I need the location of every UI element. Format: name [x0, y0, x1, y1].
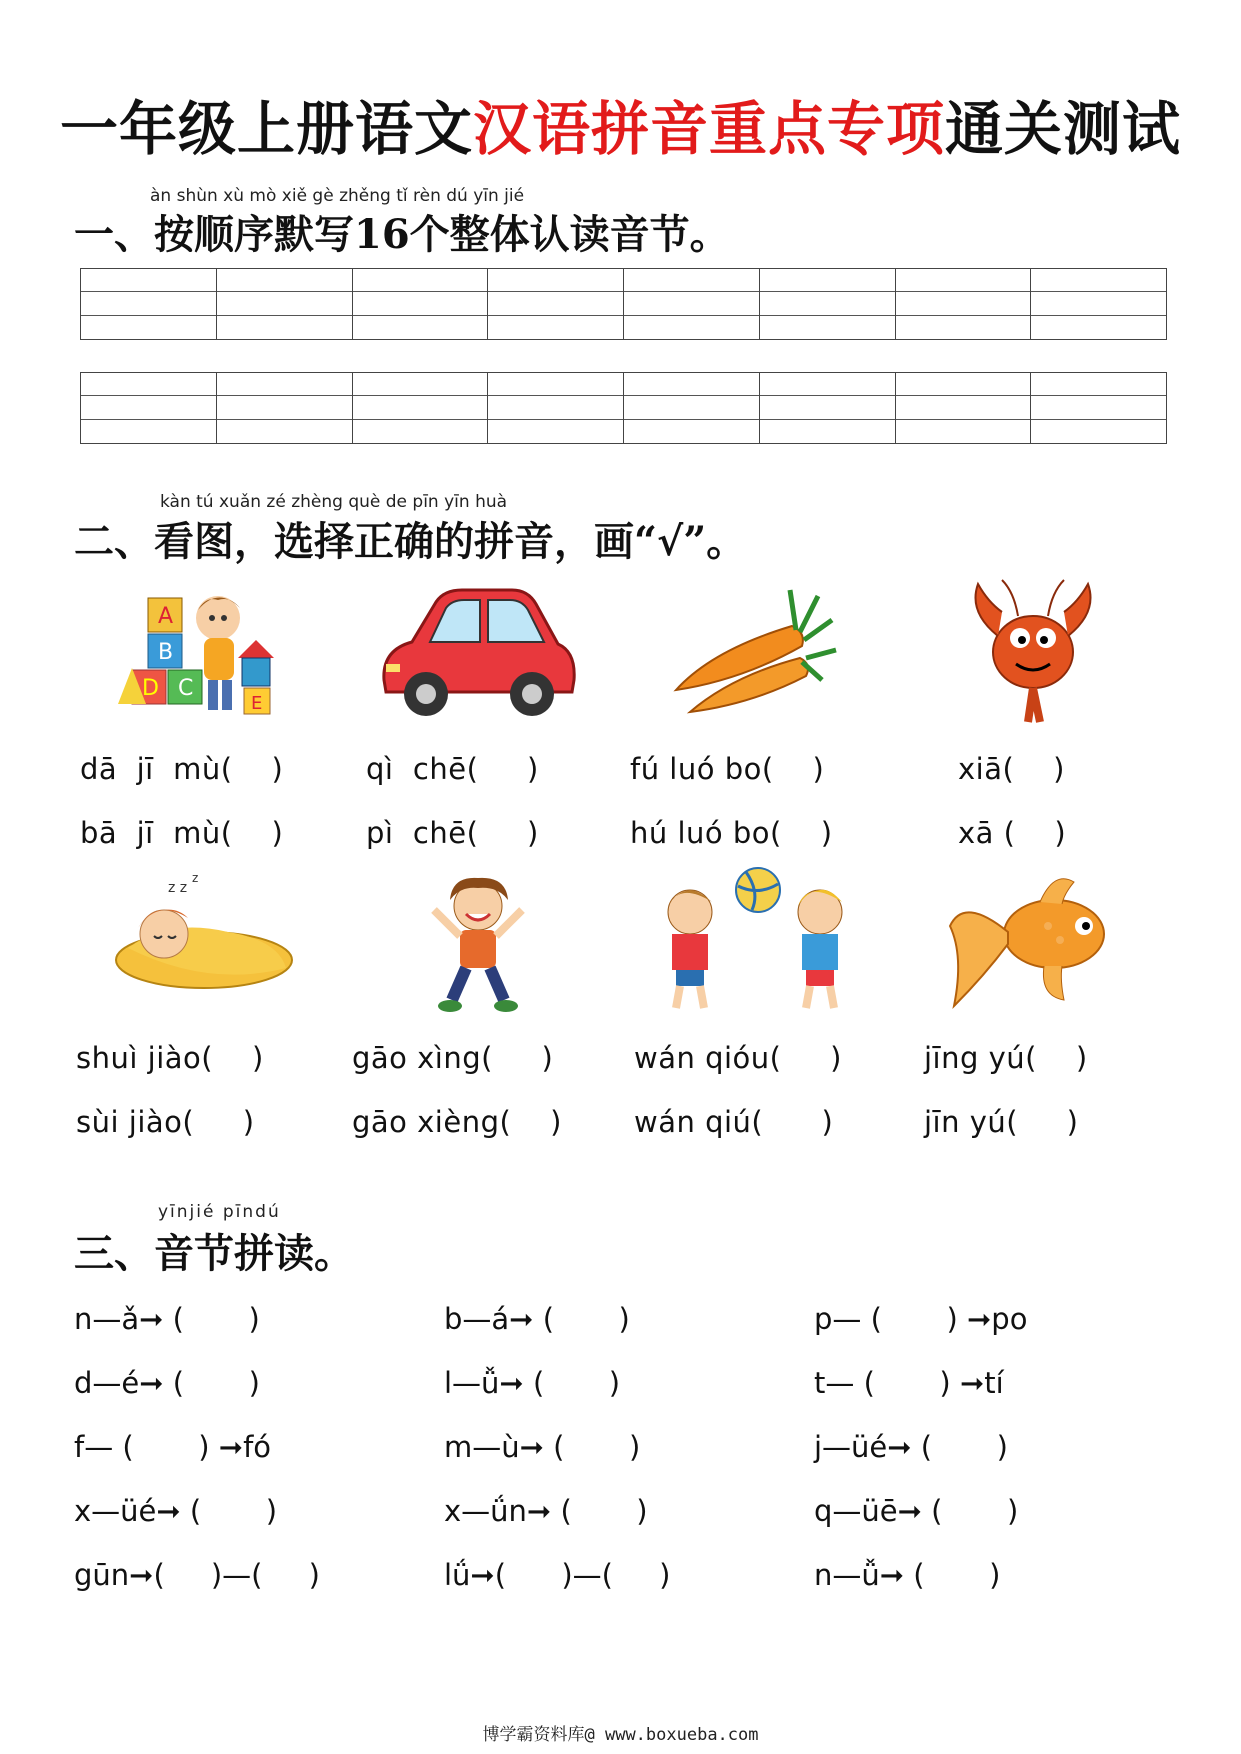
svg-text:C: C	[178, 676, 194, 701]
exercise-5-3[interactable]: n—ǚ➞ ( )	[814, 1558, 1001, 1592]
footer-watermark: 博学霸资料库@ www.boxueba.com	[482, 1725, 759, 1745]
toy-blocks-icon	[118, 578, 288, 733]
exercise-1-1[interactable]: n—ǎ➞ ( )	[74, 1302, 260, 1336]
option-ball-b[interactable]: wán qiú( )	[634, 1105, 834, 1139]
section3-heading: 三、音节拼读。	[74, 1230, 354, 1277]
carrot-icon	[672, 580, 840, 730]
title-part-1: 一年级上册语文	[59, 95, 473, 163]
exercise-5-2[interactable]: lǘ➞( )—( )	[444, 1558, 671, 1592]
svg-text:D: D	[142, 676, 159, 701]
exercise-2-2[interactable]: l—ǚ➞ ( )	[444, 1366, 621, 1400]
exercise-3-2[interactable]: m—ù➞ ( )	[444, 1430, 641, 1464]
exercise-3-3[interactable]: j—üé➞ ( )	[814, 1430, 1008, 1464]
option-goldfish-b[interactable]: jīn yú( )	[924, 1105, 1079, 1139]
section3-pinyin: yīnjié pīndú	[158, 1202, 281, 1222]
writing-grid-2[interactable]	[80, 372, 1167, 444]
grid-cell[interactable]	[624, 373, 760, 443]
exercise-4-1[interactable]: x—üé➞ ( )	[74, 1494, 278, 1528]
svg-text:z: z	[192, 871, 199, 885]
section2-heading: 二、看图，选择正确的拼音，画“√”。	[74, 518, 747, 565]
title-part-2: 汉语拼音重点专项	[472, 95, 945, 163]
title-part-3: 通关测试	[945, 95, 1182, 163]
exercise-1-3[interactable]: p— ( ) ➞po	[814, 1302, 1028, 1336]
goldfish-icon	[944, 866, 1122, 1022]
shrimp-icon	[958, 572, 1108, 732]
car-icon	[372, 580, 582, 730]
exercise-4-3[interactable]: q—üē➞ ( )	[814, 1494, 1019, 1528]
option-car-a[interactable]: qì chē( )	[366, 752, 539, 786]
grid-cell[interactable]	[81, 373, 217, 443]
option-sleep-b[interactable]: sùi jiào( )	[76, 1105, 255, 1139]
page-title	[0, 82, 1241, 166]
grid-cell[interactable]	[896, 269, 1032, 339]
svg-text:B: B	[158, 640, 174, 665]
grid-cell[interactable]	[624, 269, 760, 339]
grid-cell[interactable]	[896, 373, 1032, 443]
option-happy-b[interactable]: gāo xièng( )	[352, 1105, 562, 1139]
option-happy-a[interactable]: gāo xìng( )	[352, 1041, 554, 1075]
grid-cell[interactable]	[760, 269, 896, 339]
sleeping-child-icon	[108, 868, 294, 992]
svg-text:z z: z z	[168, 880, 188, 896]
option-car-b[interactable]: pì chē( )	[366, 816, 539, 850]
exercise-1-2[interactable]: b—á➞ ( )	[444, 1302, 630, 1336]
option-sleep-a[interactable]: shuì jiào( )	[76, 1041, 264, 1075]
grid-cell[interactable]	[488, 269, 624, 339]
option-goldfish-a[interactable]: jīng yú( )	[924, 1041, 1088, 1075]
exercise-2-3[interactable]: t— ( ) ➞tí	[814, 1366, 1004, 1400]
grid-cell[interactable]	[81, 269, 217, 339]
svg-text:A: A	[158, 604, 174, 629]
grid-cell[interactable]	[353, 373, 489, 443]
exercise-4-2[interactable]: x—ǘn➞ ( )	[444, 1494, 648, 1528]
option-carrot-b[interactable]: hú luó bo( )	[630, 816, 833, 850]
grid-cell[interactable]	[488, 373, 624, 443]
grid-cell[interactable]	[760, 373, 896, 443]
section1-heading: 一、按顺序默写16个整体认读音节。	[74, 211, 730, 258]
grid-cell[interactable]	[1031, 373, 1166, 443]
option-toy-blocks-a[interactable]: dā jī mù( )	[80, 752, 284, 786]
svg-text:E: E	[251, 693, 263, 714]
writing-grid-1[interactable]	[80, 268, 1167, 340]
option-shrimp-a[interactable]: xiā( )	[958, 752, 1065, 786]
exercise-2-1[interactable]: d—é➞ ( )	[74, 1366, 260, 1400]
option-ball-a[interactable]: wán qióu( )	[634, 1041, 842, 1075]
happy-child-icon	[422, 870, 534, 1020]
exercise-5-1[interactable]: gūn➞( )—( )	[74, 1558, 320, 1592]
grid-cell[interactable]	[1031, 269, 1166, 339]
exercise-3-1[interactable]: f— ( ) ➞fó	[74, 1430, 272, 1464]
ball-playing-icon	[640, 862, 872, 1022]
grid-cell[interactable]	[217, 269, 353, 339]
grid-cell[interactable]	[353, 269, 489, 339]
option-toy-blocks-b[interactable]: bā jī mù( )	[80, 816, 284, 850]
grid-cell[interactable]	[217, 373, 353, 443]
option-shrimp-b[interactable]: xā ( )	[958, 816, 1067, 850]
section2-pinyin: kàn tú xuǎn zé zhèng què de pīn yīn huà	[160, 492, 508, 512]
option-carrot-a[interactable]: fú luó bo( )	[630, 752, 825, 786]
section1-pinyin: àn shùn xù mò xiě gè zhěng tǐ rèn dú yīn jié	[150, 186, 525, 206]
